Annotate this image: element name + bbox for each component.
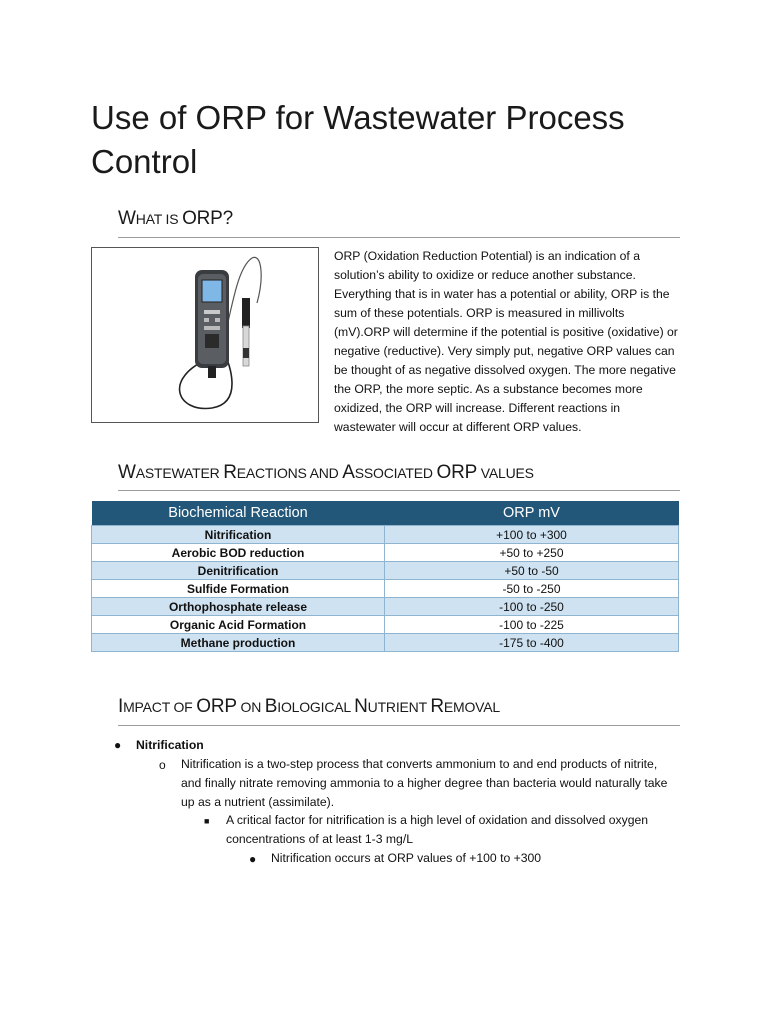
reaction-cell: Denitrification: [92, 562, 385, 580]
list-item-level3: A critical factor for nitrification is a high level of oxidation and dissolved oxygen concentrations of at least 1-3 mg/L: [226, 813, 649, 846]
bullet-dot-icon: ●: [249, 852, 257, 866]
list-item-level1: Nitrification: [136, 738, 204, 752]
page-title: Use of ORP for Wastewater Process Control: [91, 99, 625, 180]
bullet-dot-icon: ●: [114, 738, 122, 752]
reaction-cell: Organic Acid Formation: [92, 616, 385, 634]
orp-meter-image: [91, 247, 319, 423]
table-row: [92, 634, 679, 652]
column-header-orp: ORP mV: [385, 501, 679, 526]
list-item-level2: Nitrification is a two-step process that converts ammonium to and end products of nitrite, and finally nitrate removing ammonia to a higher degree than bacteria would naturally take up as a nutrient (assimilate).: [181, 757, 668, 809]
orp-value-cell: -100 to -250: [385, 598, 679, 616]
reaction-cell: Nitrification: [92, 526, 385, 544]
bullet-square-icon: ■: [204, 816, 210, 826]
section-divider: [118, 490, 680, 491]
orp-value-cell: -50 to -250: [385, 580, 679, 598]
table-header-row: [92, 501, 679, 526]
reaction-cell: Aerobic BOD reduction: [92, 544, 385, 562]
list-item-level4: Nitrification occurs at ORP values of +100 to +300: [271, 851, 542, 865]
table-row: [92, 562, 679, 580]
section-divider: [118, 237, 680, 238]
orp-reactions-table: [91, 501, 679, 652]
table-row: [92, 544, 679, 562]
table-row: [92, 616, 679, 634]
reaction-cell: Sulfide Formation: [92, 580, 385, 598]
orp-value-cell: -100 to -225: [385, 616, 679, 634]
table-row: [92, 598, 679, 616]
orp-value-cell: -175 to -400: [385, 634, 679, 652]
orp-value-cell: +100 to +300: [385, 526, 679, 544]
reaction-cell: Orthophosphate release: [92, 598, 385, 616]
intro-paragraph: ORP (Oxidation Reduction Potential) is an indication of a solution’s ability to oxidize or reduce another substance. Everything that is in water has a potential or ability, ORP is the sum of these potentials. ORP is measured in millivolts (mV).ORP will determine if the potential is positive (oxidative) or negative (reductive). Very simply put, negative ORP values can be thought of as negative dissolved oxygen. The more negative the ORP, the more septic. As a substance becomes more oxidized, the ORP will increase. Different reactions in wastewater will occur at different ORP values.: [334, 249, 678, 434]
section-heading-reactions: WASTEWATER REACTIONS AND ASSOCIATED ORP VALUES: [118, 462, 534, 483]
reaction-cell: Methane production: [92, 634, 385, 652]
column-header-reaction: Biochemical Reaction: [92, 501, 385, 526]
section-heading-what-is-orp: WHAT IS ORP?: [118, 208, 234, 229]
table-row: [92, 526, 679, 544]
orp-value-cell: +50 to -50: [385, 562, 679, 580]
section-divider: [118, 725, 680, 726]
orp-meter-icon: [92, 248, 318, 422]
orp-value-cell: +50 to +250: [385, 544, 679, 562]
section-heading-impact: IMPACT OF ORP ON BIOLOGICAL NUTRIENT REMOVAL: [118, 696, 501, 717]
table-row: [92, 580, 679, 598]
bullet-circle-icon: o: [159, 758, 166, 772]
